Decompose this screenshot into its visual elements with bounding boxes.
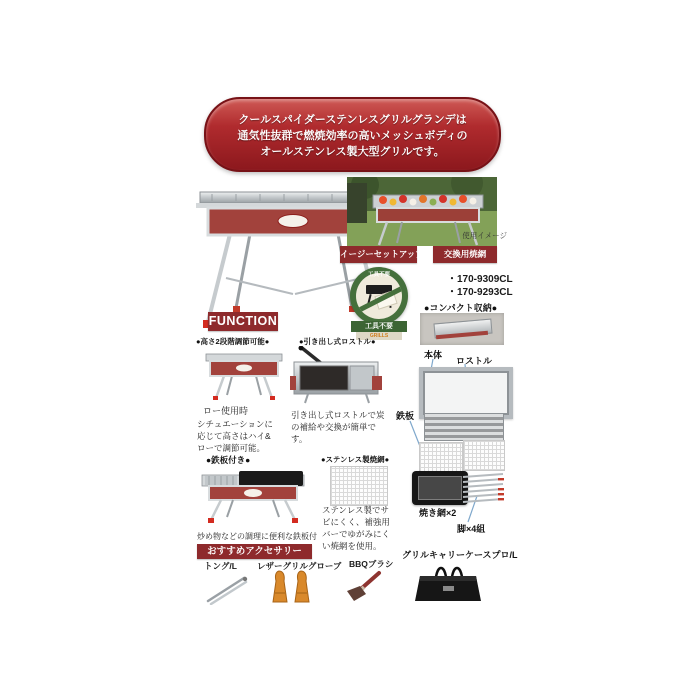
model-number-1: ・170-9309CL xyxy=(447,274,513,285)
feature-rostle-desc: 引き出し式ロストルで炭の補給や交換が簡単です。 xyxy=(291,410,385,444)
part-mesh-1 xyxy=(419,442,463,473)
feature-height-title: ●高さ2段階調節可能● xyxy=(196,337,270,346)
feature-net-desc: ステンレス製でサビにくく、補強用バーでゆがみにくい焼網を使用。 xyxy=(322,505,391,551)
usage-caption: 使用イメージ xyxy=(462,231,507,240)
feature-plate-desc: 炒め物などの調理に便利な鉄板付 xyxy=(197,532,317,541)
carry-case-photo xyxy=(412,561,484,603)
feature-plate-photo xyxy=(197,466,309,526)
replacement-net-label: 交換用焼網 xyxy=(433,246,497,263)
badge-arc-text: 工具不要 xyxy=(367,272,390,278)
gloves-photo xyxy=(270,569,314,605)
feature-plate-title: ●鉄板付き● xyxy=(206,455,251,465)
no-tools-badge xyxy=(350,267,408,325)
part-label-rostle: ロストル xyxy=(456,356,493,366)
carry-case-title: グリルキャリーケースプロ/L xyxy=(402,550,518,560)
part-mesh-2 xyxy=(463,440,505,471)
part-legs-bundle xyxy=(461,472,505,504)
easy-setup-label: イージーセットアップ xyxy=(340,246,417,263)
headline-line-1: クールスパイダーステンレスグリルグランデは xyxy=(238,114,467,126)
part-body-frame xyxy=(419,367,513,419)
compact-storage-title: ●コンパクト収納● xyxy=(424,303,498,313)
accessories-title: おすすめアクセサリー xyxy=(197,544,312,559)
function-section-title: FUNCTION xyxy=(208,312,278,331)
headline-banner xyxy=(204,97,501,172)
feature-height-caption: ロー使用時 xyxy=(203,406,249,416)
accessory-label-brush: BBQブラシ xyxy=(349,559,394,569)
model-number-2: ・170-9293CL xyxy=(447,287,513,298)
accessory-label-gloves: レザーグリルグローブ xyxy=(257,561,342,571)
feature-height-photo xyxy=(200,348,288,402)
tongs-photo xyxy=(204,571,250,605)
badge-sub-text: GRILLS xyxy=(356,332,402,340)
headline-line-3: オールステンレス製大型グリルです。 xyxy=(260,146,445,158)
badge-ribbon: 工具不要 xyxy=(351,321,407,332)
part-label-legs: 脚×4組 xyxy=(457,524,486,534)
part-rostle-plate xyxy=(424,413,504,441)
badge-inner xyxy=(356,273,402,319)
feature-net-photo xyxy=(330,466,388,506)
accessory-label-tongs: トング/L xyxy=(204,561,237,571)
feature-rostle-title: ●引き出し式ロストル● xyxy=(299,337,376,346)
compact-storage-photo xyxy=(420,313,504,345)
part-iron-plate xyxy=(412,471,468,505)
feature-net-title: ●ステンレス製焼網● xyxy=(321,455,390,464)
part-label-body: 本体 xyxy=(424,350,443,360)
feature-height-desc: シチュエーションに応じて高さはハイ&ローで調節可能。 xyxy=(197,419,273,453)
part-label-plate: 鉄板 xyxy=(396,411,415,421)
bbq-brush-photo xyxy=(343,569,383,603)
feature-rostle-photo xyxy=(288,346,384,404)
headline-line-2: 通気性抜群で燃焼効率の高いメッシュボディの xyxy=(237,130,468,142)
part-label-net: 焼き網×2 xyxy=(419,508,457,518)
